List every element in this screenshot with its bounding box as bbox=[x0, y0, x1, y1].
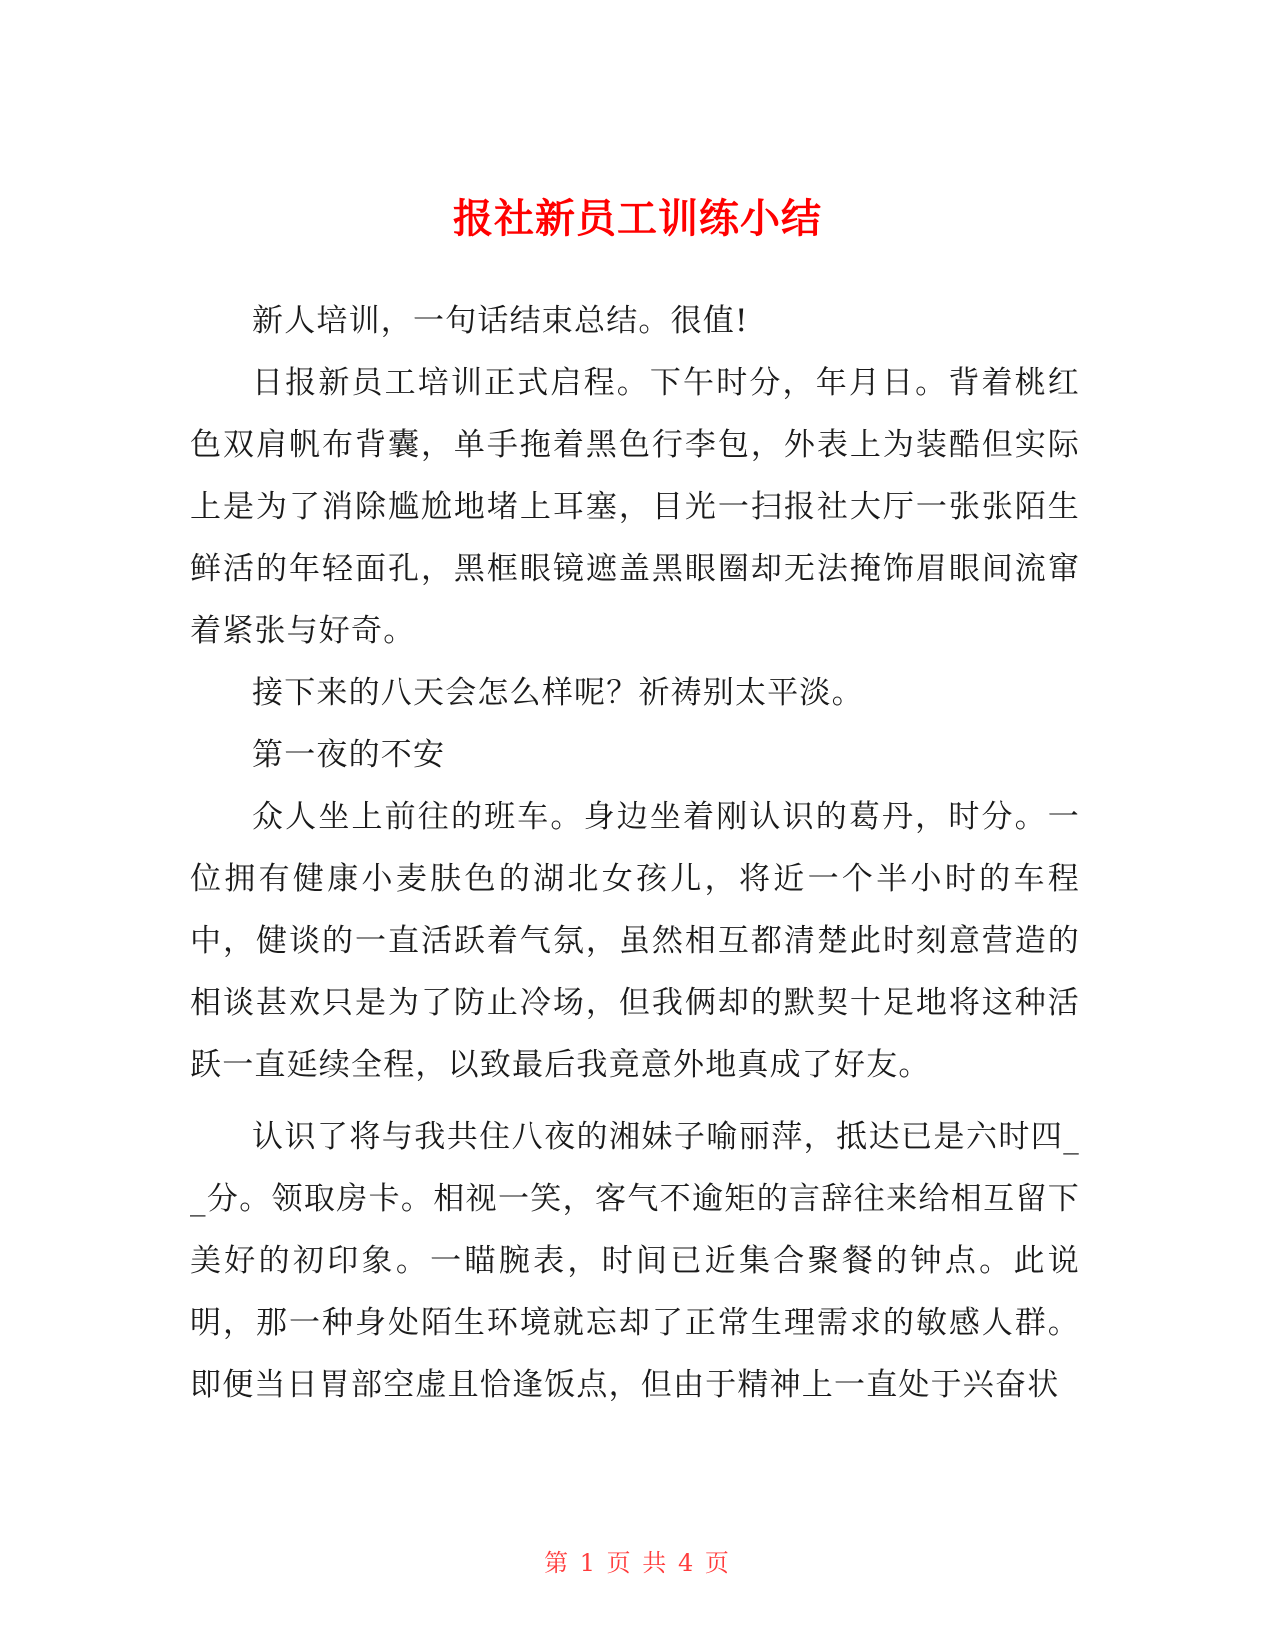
document-title: 报社新员工训练小结 bbox=[453, 195, 822, 242]
document-body bbox=[190, 290, 1080, 1416]
paragraph: 接下来的八天会怎么样呢？祈祷别太平淡。 bbox=[252, 675, 864, 711]
paragraph: 众人坐上前往的班车。身边坐着刚认识的葛丹，时分。一位拥有健康小麦肤色的湖北女孩儿，将近一个半小时的车程中，健谈的一直活跃着气氛，虽然相互都清楚此时刻意营造的相谈甚欢只是为了防止冷场，但我俩却的默契十足地将这种活跃一直延续全程，以致最后我竟意外地真成了好友。 bbox=[190, 799, 1080, 1083]
paragraph: 认识了将与我共住八夜的湘妹子喻丽萍，抵达已是六时四__分。领取房卡。相视一笑，客气不逾矩的言辞往来给相互留下美好的初印象。一瞄腕表，时间已近集合聚餐的钟点。此说明，那一种身处陌生环境就忘却了正常生理需求的敏感人群。即便当日胃部空虚且恰逢饭点，但由于精神上一直处于兴奋状 bbox=[190, 1119, 1080, 1403]
paragraph: 日报新员工培训正式启程。下午时分，年月日。背着桃红色双肩帆布背囊，单手拖着黑色行李包，外表上为装酷但实际上是为了消除尴尬地堵上耳塞，目光一扫报社大厅一张张陌生鲜活的年轻面孔，黑框眼镜遮盖黑眼圈却无法掩饰眉眼间流窜着紧张与好奇。 bbox=[190, 365, 1080, 649]
paragraph: 新人培训，一句话结束总结。很值! bbox=[252, 303, 749, 339]
page-footer: 第 1 页 共 4 页 bbox=[544, 1549, 731, 1577]
section-heading: 第一夜的不安 bbox=[252, 737, 446, 773]
